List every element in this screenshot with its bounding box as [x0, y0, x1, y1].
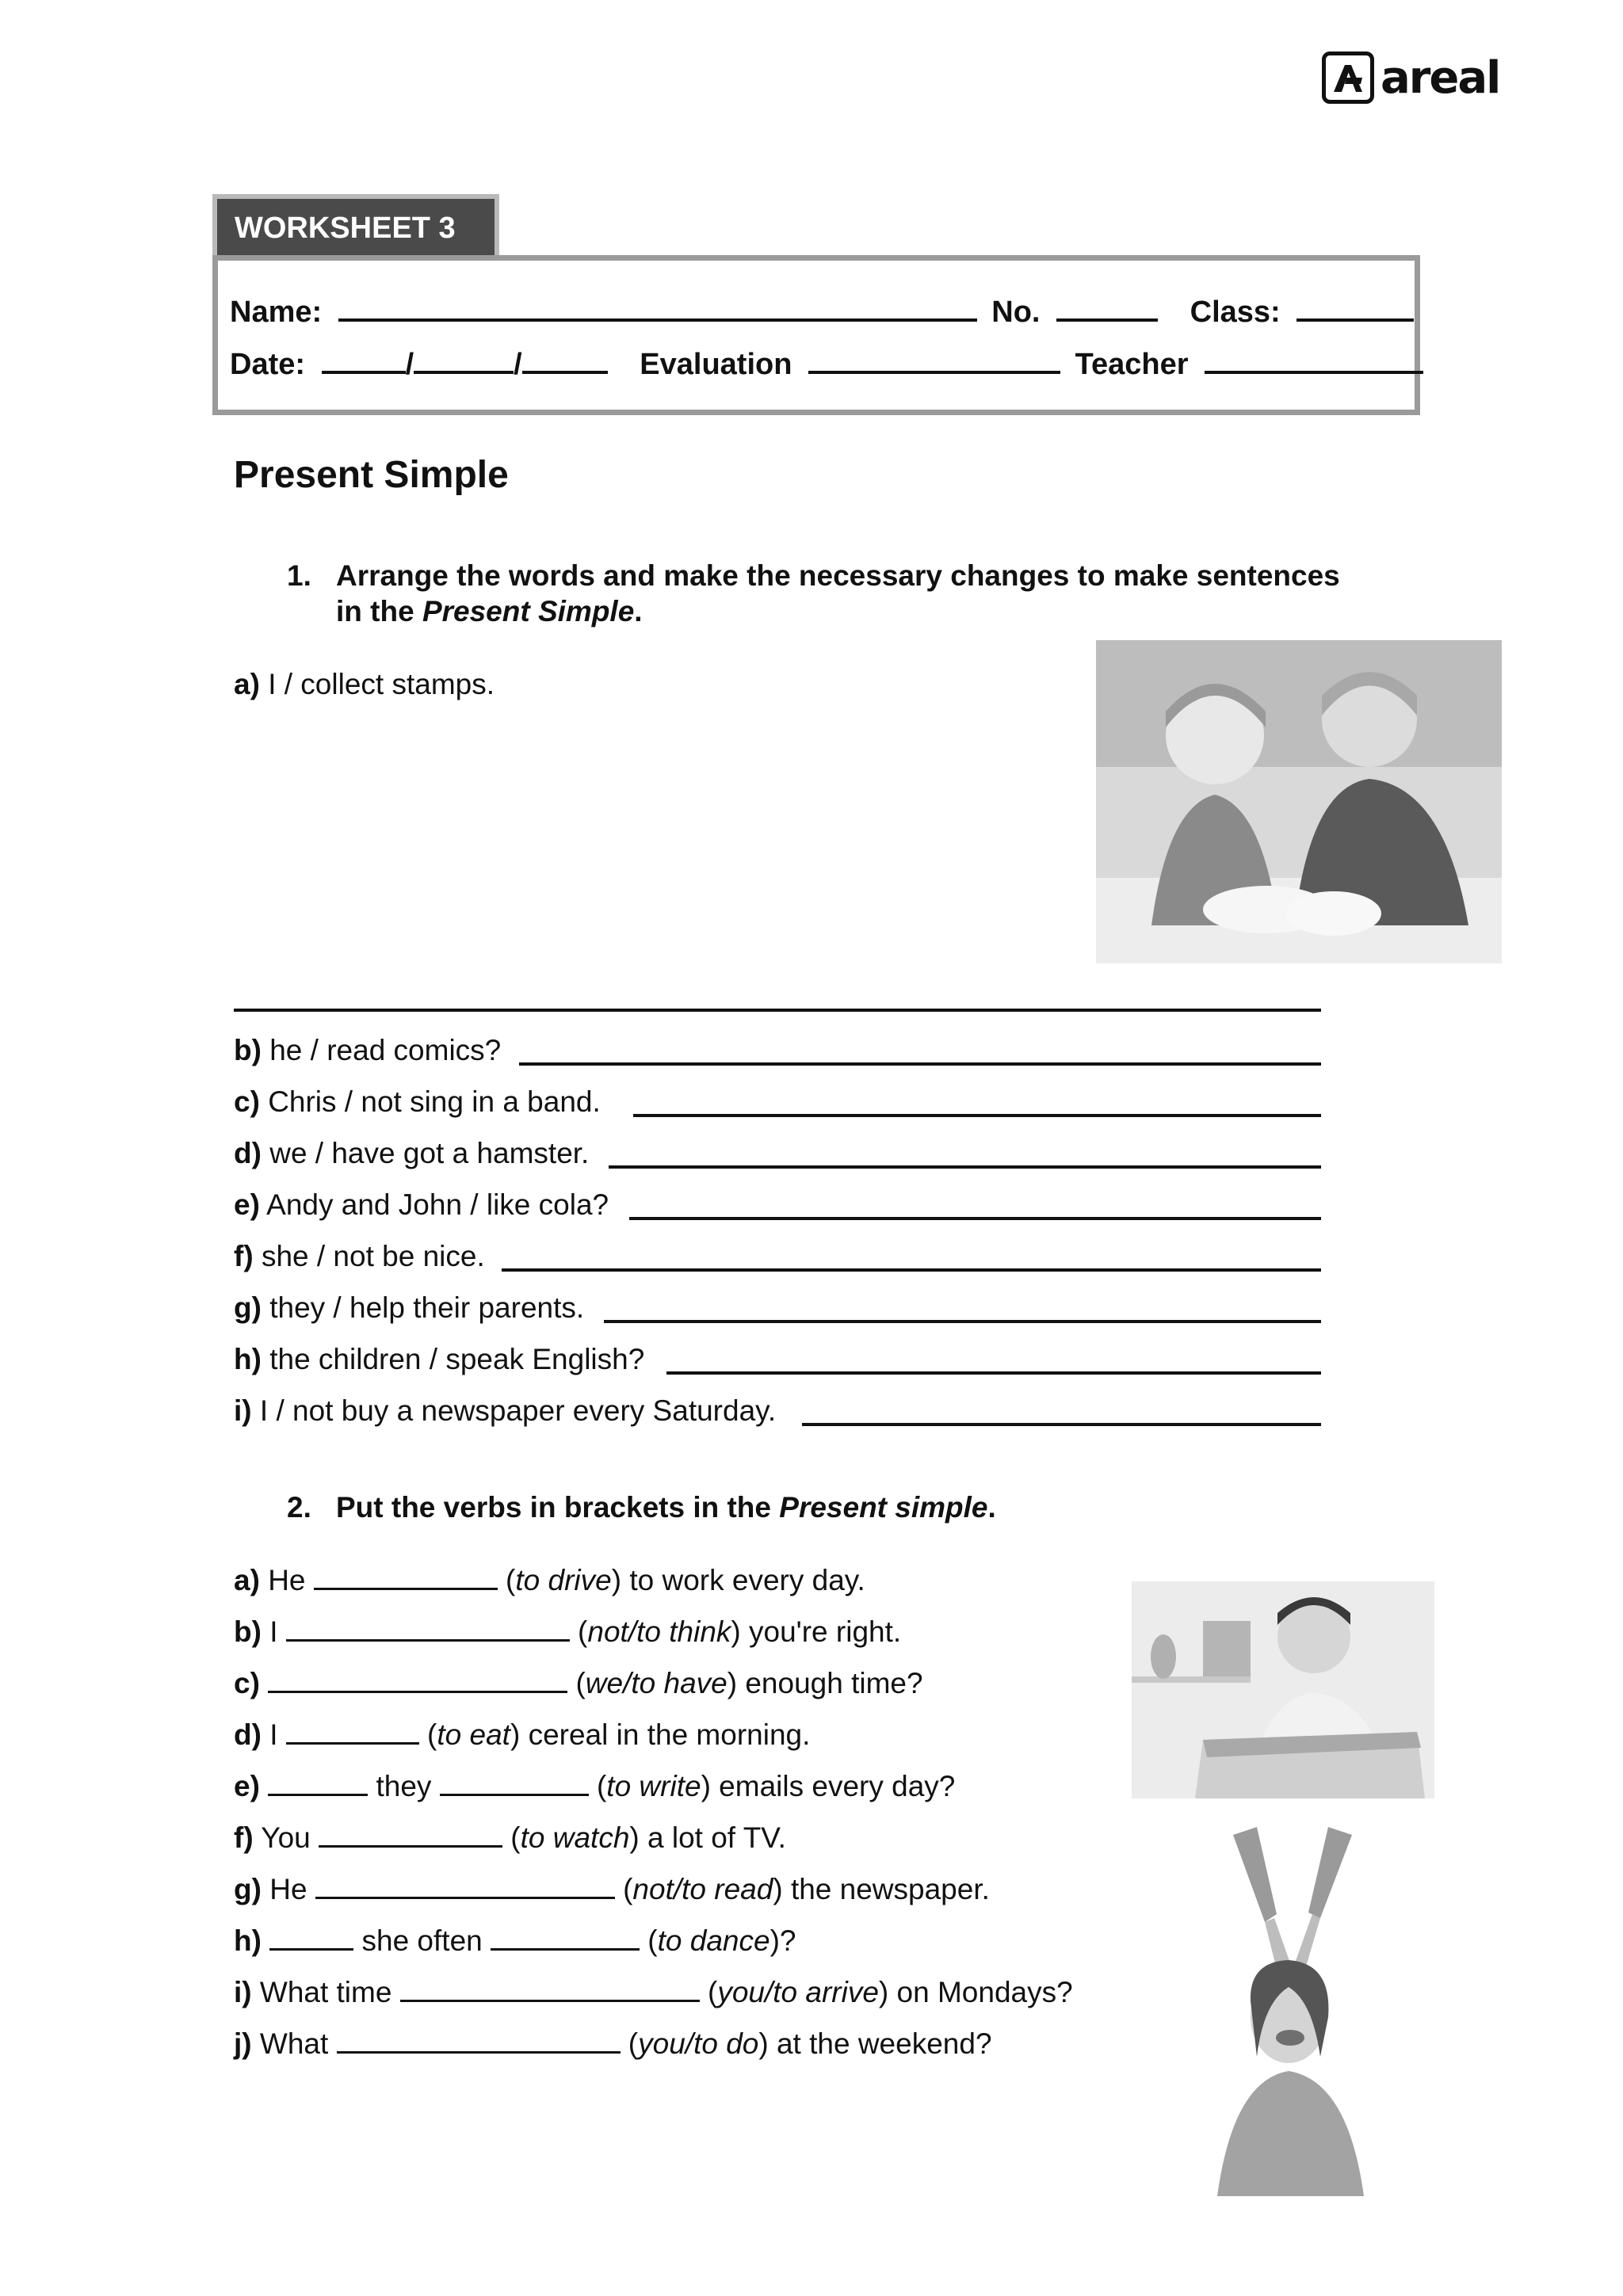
item-prompt: we / have got a hamster. — [269, 1137, 590, 1169]
item-prompt: I / collect stamps. — [268, 668, 495, 700]
item-letter: c) — [234, 1085, 260, 1118]
item-text: What — [259, 2027, 329, 2060]
worksheet-tab: WORKSHEET 3 — [212, 194, 499, 257]
verb-hint: not/to think — [587, 1615, 731, 1648]
instruction-text: Put the verbs in brackets in the — [336, 1491, 771, 1524]
item-letter: g) — [234, 1291, 262, 1324]
item-letter: g) — [234, 1873, 262, 1905]
verb-blank[interactable] — [268, 1770, 368, 1796]
item-answer-line[interactable] — [629, 1217, 1321, 1220]
item-letter: d) — [234, 1137, 262, 1169]
item-text: I — [269, 1615, 278, 1648]
item-letter: b) — [234, 1615, 262, 1648]
exercise-number: 2. — [287, 1491, 311, 1524]
page-title: Present Simple — [234, 454, 509, 496]
no-label: No. — [991, 296, 1041, 329]
verb-blank[interactable] — [286, 1718, 419, 1745]
logo-wordmark: areal — [1381, 51, 1500, 104]
student-info-box — [212, 255, 1420, 415]
item-text: What time — [259, 1976, 392, 2008]
item-letter: h) — [234, 1924, 262, 1957]
teacher-field[interactable] — [1205, 347, 1423, 374]
verb-blank[interactable] — [400, 1976, 700, 2002]
date-day-field[interactable] — [322, 347, 406, 374]
item-text: she often — [361, 1924, 483, 1957]
date-separator: / — [514, 348, 522, 381]
item-prompt: they / help their parents. — [269, 1291, 585, 1324]
exercise-1-item — [234, 668, 495, 701]
item-text: You — [261, 1821, 311, 1854]
areal-logo — [1322, 46, 1525, 109]
instruction-emphasis: Present Simple — [422, 595, 635, 627]
verb-hint: to dance — [657, 1924, 770, 1957]
evaluation-field[interactable] — [808, 347, 1060, 374]
exercise-1-item — [234, 1394, 776, 1428]
item-letter: a) — [234, 668, 260, 700]
info-line-name — [230, 295, 1414, 330]
verb-blank[interactable] — [491, 1924, 640, 1951]
item-prompt: I / not buy a newspaper every Saturday. — [259, 1394, 777, 1427]
class-label: Class: — [1190, 296, 1281, 329]
date-month-field[interactable] — [414, 347, 514, 374]
item-letter: f) — [234, 1821, 254, 1854]
date-year-field[interactable] — [522, 347, 608, 374]
exercise-2-item: b) I (not/to think) you're right. — [234, 1615, 902, 1648]
verb-blank[interactable] — [315, 1873, 615, 1899]
item-text: the newspaper. — [790, 1873, 990, 1905]
exercise-2-item: c) (we/to have) enough time? — [234, 1667, 923, 1699]
verb-hint: to watch — [520, 1821, 630, 1854]
item-text: cereal in the morning. — [528, 1718, 811, 1751]
exercise-1-item — [234, 1343, 644, 1376]
item-answer-line[interactable] — [633, 1114, 1321, 1117]
item-letter: f) — [234, 1240, 254, 1272]
item-letter: a) — [234, 1564, 260, 1596]
verb-hint: you/to do — [638, 2027, 759, 2060]
verb-blank[interactable] — [268, 1667, 567, 1693]
item-answer-line[interactable] — [666, 1371, 1321, 1375]
instruction-text: Arrange the words and make the necessary changes to make sentences — [336, 559, 1340, 592]
exercise-2-item: h) she often (to dance)? — [234, 1924, 796, 1957]
verb-hint: to eat — [437, 1718, 510, 1751]
item-a-answer-line[interactable] — [234, 1009, 1321, 1012]
exercise-1-instruction — [287, 558, 1340, 629]
exercise-2-item: d) I (to eat) cereal in the morning. — [234, 1718, 811, 1751]
item-letter: h) — [234, 1343, 262, 1375]
item-text: He — [268, 1564, 306, 1596]
item-letter: e) — [234, 1188, 260, 1221]
children-baking-photo — [1096, 640, 1502, 963]
exercise-1-item — [234, 1034, 501, 1067]
man-reading-newspaper-photo — [1132, 1581, 1434, 1798]
number-field[interactable] — [1056, 295, 1158, 322]
item-letter: j) — [234, 2027, 252, 2060]
class-field[interactable] — [1296, 295, 1414, 322]
exercise-1-item — [234, 1291, 584, 1325]
dancing-girl-photo — [1201, 1819, 1379, 2196]
exercise-2-item: e) they (to write) emails every day? — [234, 1770, 956, 1802]
item-letter: i) — [234, 1976, 252, 2008]
item-prompt: Andy and John / like cola? — [266, 1188, 609, 1221]
verb-hint: not/to read — [632, 1873, 773, 1905]
verb-blank[interactable] — [286, 1615, 570, 1642]
instruction-text: in the — [336, 595, 414, 627]
name-label: Name: — [230, 296, 323, 329]
item-text: emails every day? — [719, 1770, 956, 1802]
item-letter: e) — [234, 1770, 260, 1802]
exercise-2-item: a) He (to drive) to work every day. — [234, 1564, 865, 1596]
evaluation-label: Evaluation — [640, 348, 792, 381]
item-answer-line[interactable] — [609, 1165, 1321, 1169]
verb-blank[interactable] — [269, 1924, 353, 1951]
item-text: to work every day. — [629, 1564, 865, 1596]
exercise-2-instruction — [287, 1489, 996, 1525]
exercise-1-item — [234, 1137, 589, 1170]
instruction-emphasis: Present simple — [779, 1491, 988, 1524]
item-text: on Mondays? — [896, 1976, 1073, 2008]
verb-blank[interactable] — [314, 1564, 498, 1590]
item-answer-line[interactable] — [604, 1320, 1321, 1323]
instruction-text: . — [634, 595, 643, 627]
item-text: I — [269, 1718, 278, 1751]
exercise-number: 1. — [287, 559, 311, 592]
item-letter: d) — [234, 1718, 262, 1751]
verb-hint: you/to arrive — [717, 1976, 879, 2008]
exercise-2-item: g) He (not/to read) the newspaper. — [234, 1873, 990, 1905]
name-field[interactable] — [338, 295, 977, 322]
item-text: ? — [779, 1924, 796, 1957]
item-text: you're right. — [749, 1615, 902, 1648]
date-separator: / — [405, 348, 414, 381]
verb-hint: to write — [606, 1770, 701, 1802]
item-text: a lot of TV. — [647, 1821, 786, 1854]
exercise-1-item — [234, 1240, 485, 1273]
item-text: they — [376, 1770, 432, 1802]
exercise-2-item: f) You (to watch) a lot of TV. — [234, 1821, 786, 1854]
exercise-2-item: i) What time (you/to arrive) on Mondays? — [234, 1976, 1073, 2008]
item-prompt: she / not be nice. — [261, 1240, 485, 1272]
item-text: at the weekend? — [776, 2027, 992, 2060]
verb-blank[interactable] — [319, 1821, 502, 1848]
item-letter: c) — [234, 1667, 260, 1699]
item-answer-line[interactable] — [802, 1423, 1321, 1426]
date-label: Date: — [230, 348, 306, 381]
item-prompt: he / read comics? — [269, 1034, 502, 1066]
info-line-date — [230, 347, 1423, 382]
item-prompt: Chris / not sing in a band. — [268, 1085, 601, 1118]
verb-blank[interactable] — [337, 2027, 621, 2054]
teacher-label: Teacher — [1075, 348, 1189, 381]
exercise-1-item — [234, 1085, 601, 1119]
item-letter: i) — [234, 1394, 252, 1427]
verb-hint: to drive — [515, 1564, 612, 1596]
item-text: He — [269, 1873, 307, 1905]
item-text: enough time? — [745, 1667, 923, 1699]
exercise-2-item: j) What (you/to do) at the weekend? — [234, 2027, 992, 2060]
item-answer-line[interactable] — [519, 1062, 1321, 1066]
item-prompt: the children / speak English? — [269, 1343, 645, 1375]
logo-mark-icon — [1322, 51, 1374, 104]
instruction-text: . — [987, 1491, 996, 1524]
item-answer-line[interactable] — [502, 1268, 1321, 1272]
item-letter: b) — [234, 1034, 262, 1066]
exercise-1-item — [234, 1188, 609, 1222]
verb-hint: we/to have — [585, 1667, 727, 1699]
verb-blank[interactable] — [440, 1770, 589, 1796]
